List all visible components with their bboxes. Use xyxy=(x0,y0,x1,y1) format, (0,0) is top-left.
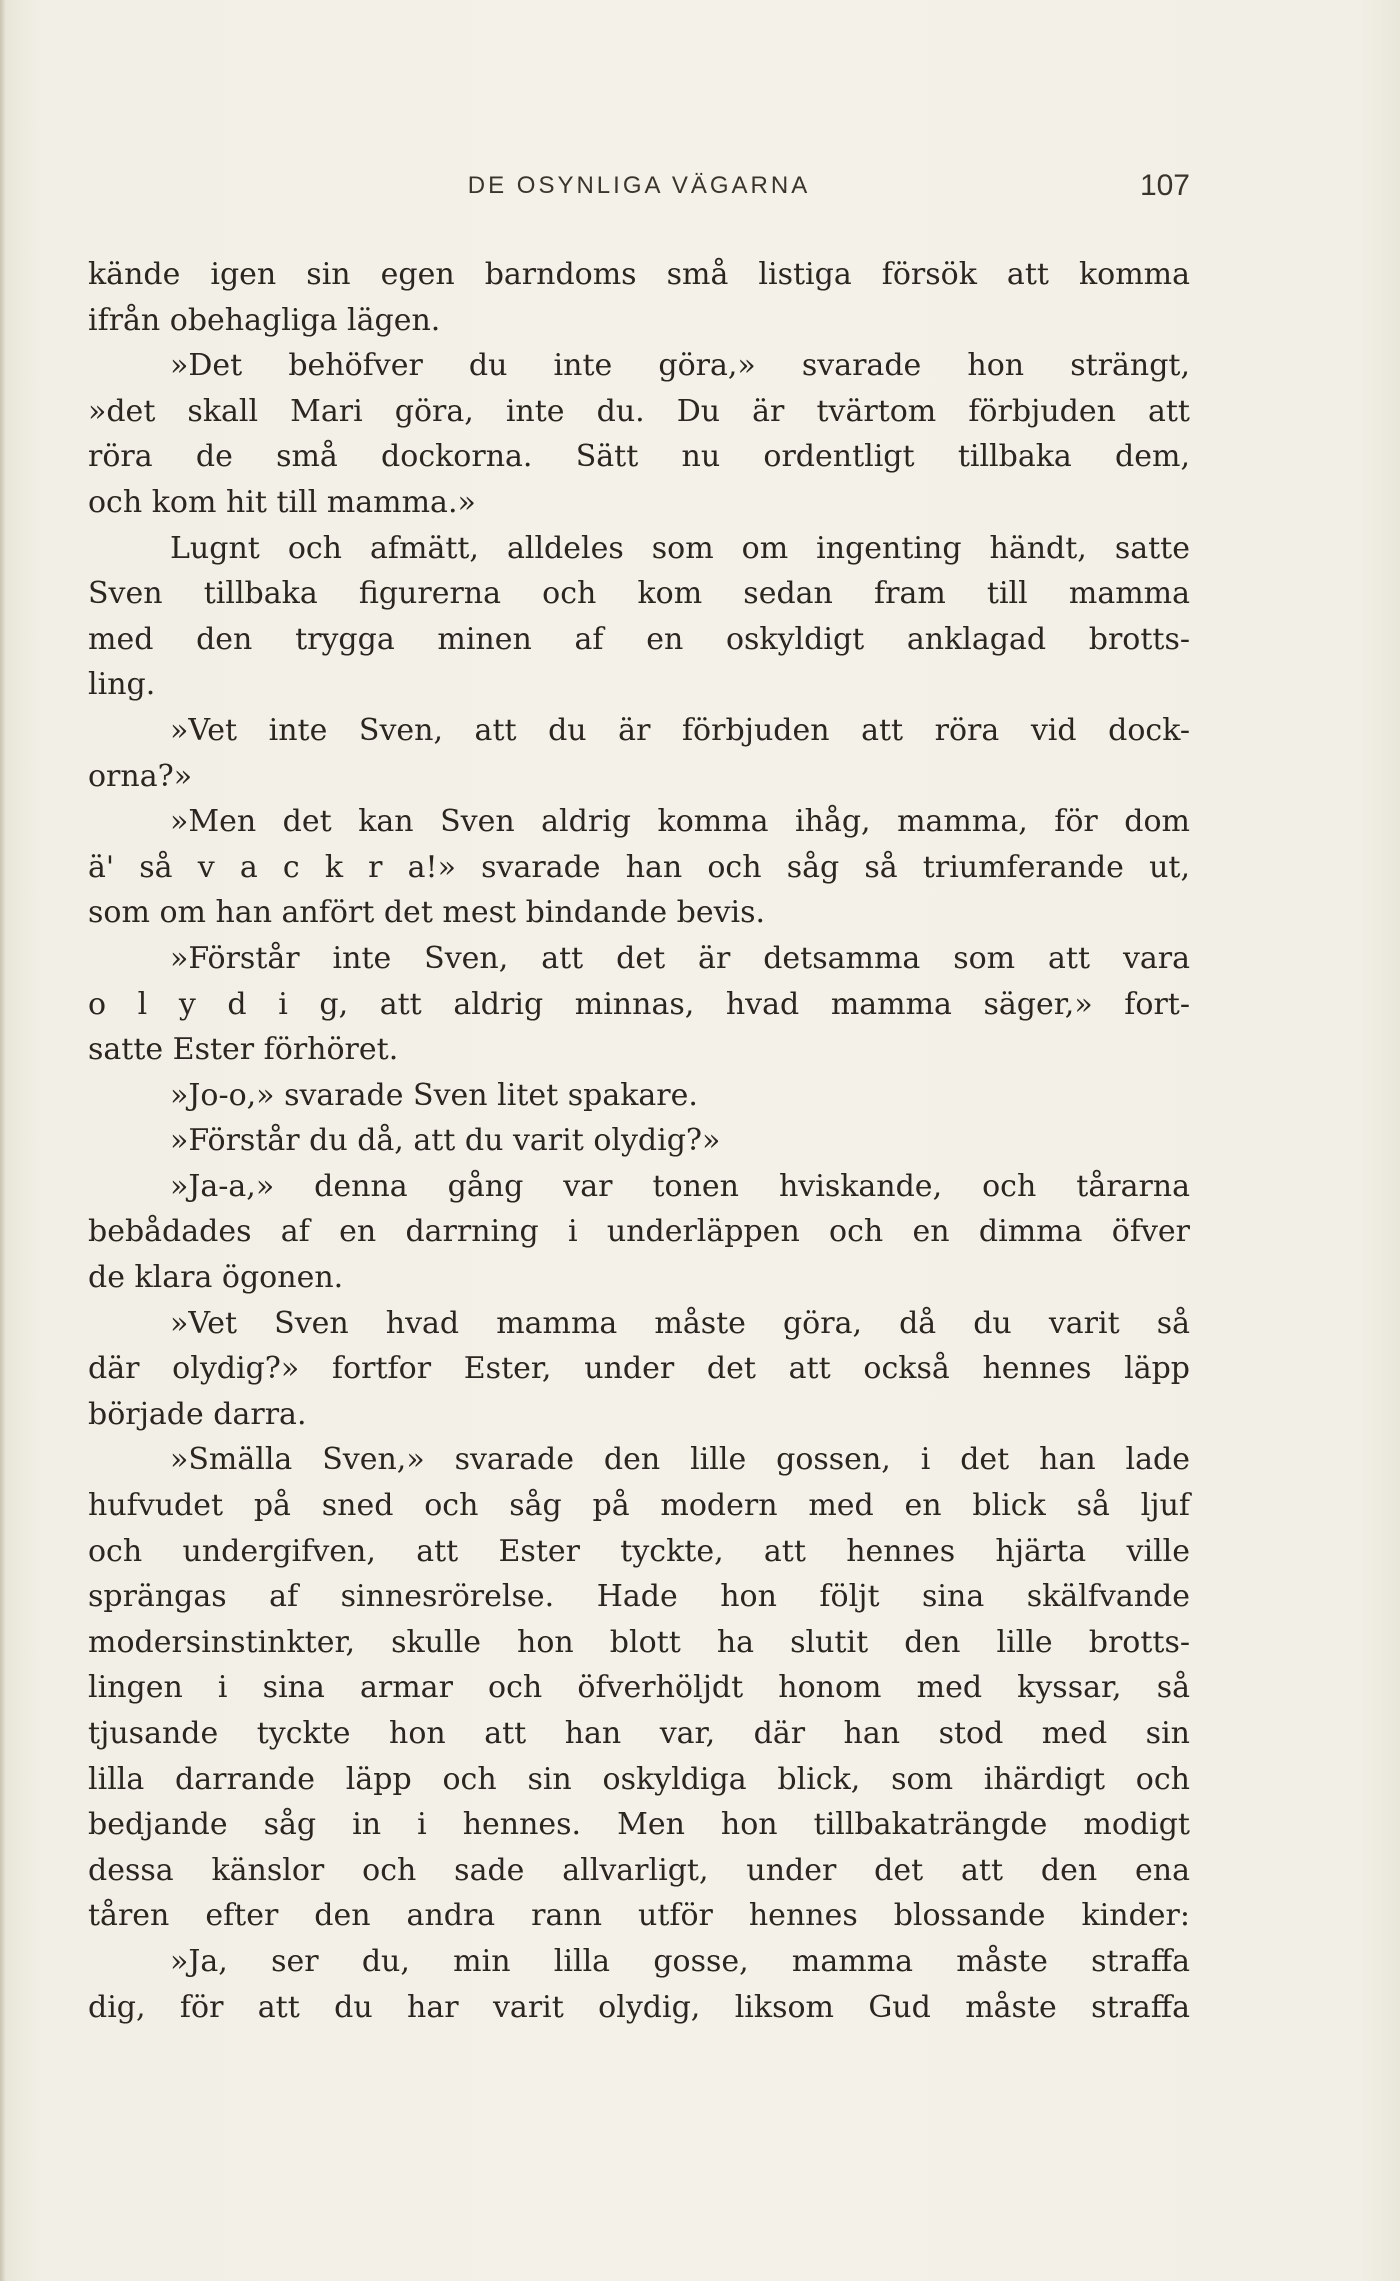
text-line: »Ja, ser du, min lilla gosse, mamma måste straffa xyxy=(170,1943,1190,1979)
text-line: modersinstinkter, skulle hon blott ha slutit den lille brotts- xyxy=(88,1624,1190,1660)
text-line: o l y d i g, att aldrig minnas, hvad mamma säger,» fort- xyxy=(88,986,1190,1022)
text-line: hufvudet på sned och såg på modern med en blick så ljuf xyxy=(88,1488,1190,1524)
text-line: lingen i sina armar och öfverhöljdt honom med kyssar, så xyxy=(88,1670,1190,1706)
text-line: »det skall Mari göra, inte du. Du är tvärtom förbjuden att xyxy=(88,393,1190,429)
text-line: som om han anfört det mest bindande bevis. xyxy=(88,895,766,931)
text-line: dessa känslor och sade allvarligt, under det att den ena xyxy=(88,1852,1190,1888)
text-line: dig, för att du har varit olydig, liksom Gud måste straffa xyxy=(88,1989,1190,2025)
text-line: tåren efter den andra rann utför hennes blossande kinder: xyxy=(88,1898,1190,1934)
text-line: tjusande tyckte hon att han var, där han stod med sin xyxy=(88,1716,1190,1751)
text-line: satte Ester förhöret. xyxy=(88,1032,399,1068)
text-line: och undergifven, att Ester tyckte, att hennes hjärta ville xyxy=(88,1533,1190,1569)
page-number: 107 xyxy=(1139,169,1190,202)
text-line: orna?» xyxy=(88,758,193,794)
text-line: »Vet inte Sven, att du är förbjuden att röra vid dock- xyxy=(170,712,1190,748)
text-line: lilla darrande läpp och sin oskyldiga blick, som ihärdigt och xyxy=(88,1761,1190,1797)
text-line: »Det behöfver du inte göra,» svarade hon strängt, xyxy=(170,348,1190,384)
text-line: bebådades af en darrning i underläppen och en dimma öfver xyxy=(88,1214,1190,1250)
text-line: de klara ögonen. xyxy=(88,1260,344,1296)
text-line: bedjande såg in i hennes. Men hon tillbakaträngde modigt xyxy=(88,1807,1190,1843)
text-line: ä' så v a c k r a!» svarade han och såg så triumferande ut, xyxy=(88,849,1190,885)
text-line: »Smälla Sven,» svarade den lille gossen, i det han lade xyxy=(170,1442,1190,1478)
text-line: »Förstår inte Sven, att det är detsamma som att vara xyxy=(170,940,1190,976)
running-head xyxy=(88,169,1190,206)
text-line: med den trygga minen af en oskyldigt anklagad brotts- xyxy=(88,621,1190,657)
text-line: »Men det kan Sven aldrig komma ihåg, mamma, för dom xyxy=(170,804,1190,840)
text-line: kände igen sin egen barndoms små listiga försök att komma xyxy=(88,257,1190,292)
text-line: »Jo-o,» svarade Sven litet spakare. xyxy=(170,1077,698,1113)
text-line: började darra. xyxy=(88,1396,307,1432)
text-line: »Ja-a,» denna gång var tonen hviskande, och tårarna xyxy=(170,1168,1190,1204)
body-text xyxy=(88,252,1190,2030)
text-line: Lugnt och afmätt, alldeles som om ingenting händt, satte xyxy=(170,530,1190,566)
text-line: och kom hit till mamma.» xyxy=(88,484,476,520)
text-line: där olydig?» fortfor Ester, under det att också hennes läpp xyxy=(88,1351,1190,1387)
text-line: sprängas af sinnesrörelse. Hade hon följt sina skälfvande xyxy=(88,1579,1190,1615)
text-line: ifrån obehagliga lägen. xyxy=(88,302,441,338)
running-title: DE OSYNLIGA VÄGARNA xyxy=(467,172,811,199)
page-edge-shadow xyxy=(0,0,6,2281)
text-line: Sven tillbaka figurerna och kom sedan fram till mamma xyxy=(88,576,1190,612)
text-line: »Vet Sven hvad mamma måste göra, då du varit så xyxy=(170,1305,1190,1341)
text-line: ling. xyxy=(88,667,156,703)
text-line: »Förstår du då, att du varit olydig?» xyxy=(170,1123,721,1159)
text-line: röra de små dockorna. Sätt nu ordentligt tillbaka dem, xyxy=(88,439,1190,475)
